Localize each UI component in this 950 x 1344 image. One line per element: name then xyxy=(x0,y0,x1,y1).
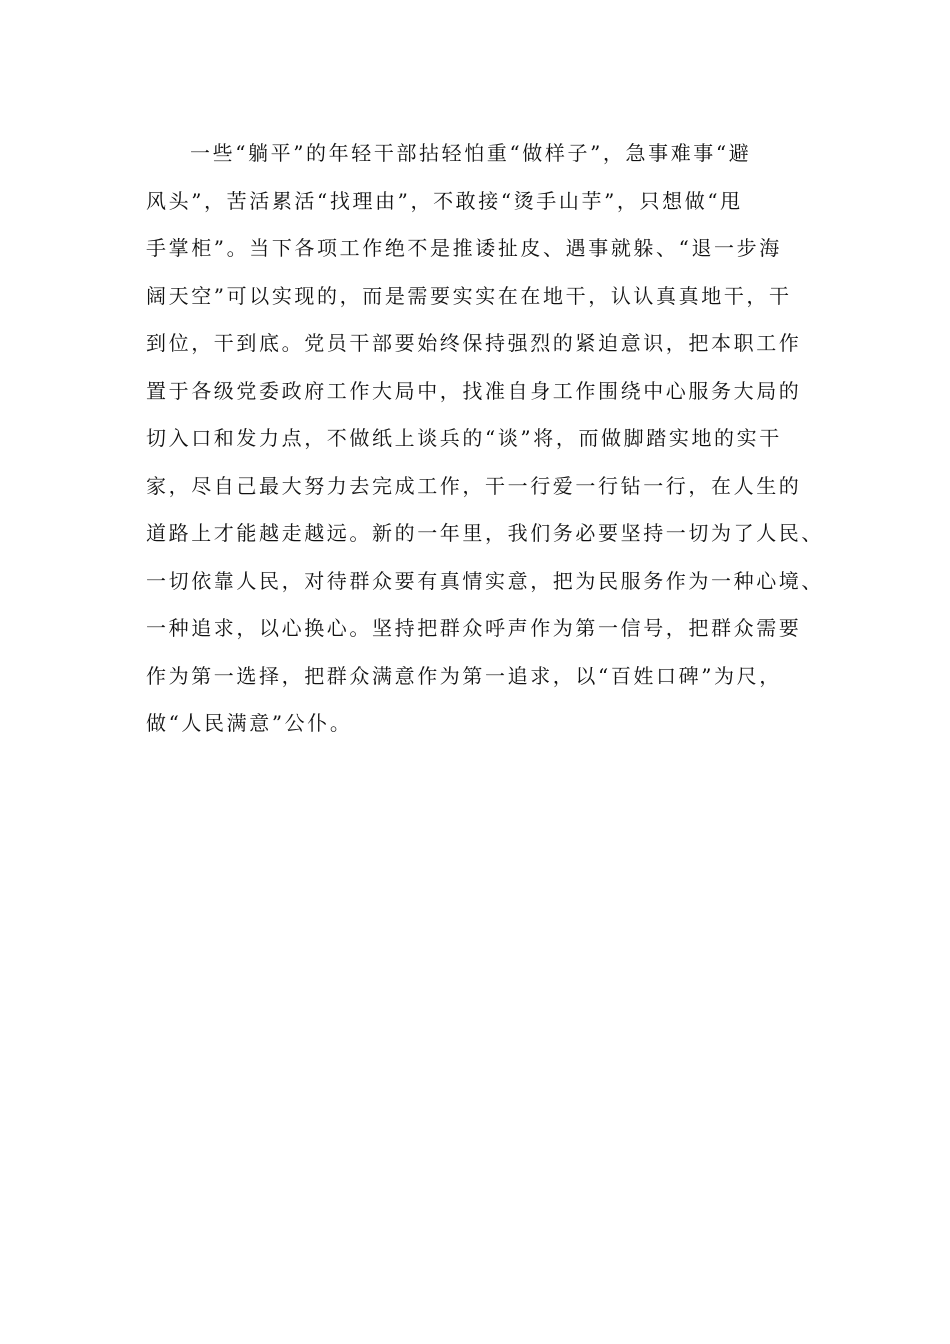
paragraph-line-13: 做“人民满意”公仆。 xyxy=(146,711,353,735)
paragraph-line-7: 切入口和发力点，不做纸上谈兵的“谈”将，而做脚踏实地的实干 xyxy=(146,426,782,450)
paragraph-line-8: 家，尽自己最大努力去完成工作，干一行爱一行钻一行，在人生的 xyxy=(146,473,802,498)
paragraph-line-3: 手掌柜”。当下各项工作绝不是推诿扯皮、遇事就躲、“退一步海 xyxy=(146,236,782,260)
paragraph-line-1: 一些“躺平”的年轻干部拈轻怕重“做样子”，急事难事“避 xyxy=(190,141,752,165)
paragraph-line-11: 一种追求，以心换心。坚持把群众呼声作为第一信号，把群众需要 xyxy=(146,616,802,640)
paragraph-line-5: 到位，干到底。党员干部要始终保持强烈的紧迫意识，把本职工作 xyxy=(146,331,802,355)
paragraph-line-4: 阔天空”可以实现的，而是需要实实在在地干，认认真真地干，干 xyxy=(146,283,792,308)
paragraph-line-10: 一切依靠人民，对待群众要有真情实意，把为民服务作为一种心境、 xyxy=(146,568,824,593)
paragraph-line-12: 作为第一选择，把群众满意作为第一追求，以“百姓口碑”为尺， xyxy=(146,663,782,688)
paragraph-line-6: 置于各级党委政府工作大局中，找准自身工作围绕中心服务大局的 xyxy=(146,378,802,403)
paragraph-line-2: 风头”，苦活累活“找理由”，不敢接“烫手山芋”，只想做“甩 xyxy=(146,188,743,213)
body-paragraph xyxy=(146,133,824,751)
paragraph-line-9: 道路上才能越走越远。新的一年里，我们务必要坚持一切为了人民、 xyxy=(146,521,824,545)
